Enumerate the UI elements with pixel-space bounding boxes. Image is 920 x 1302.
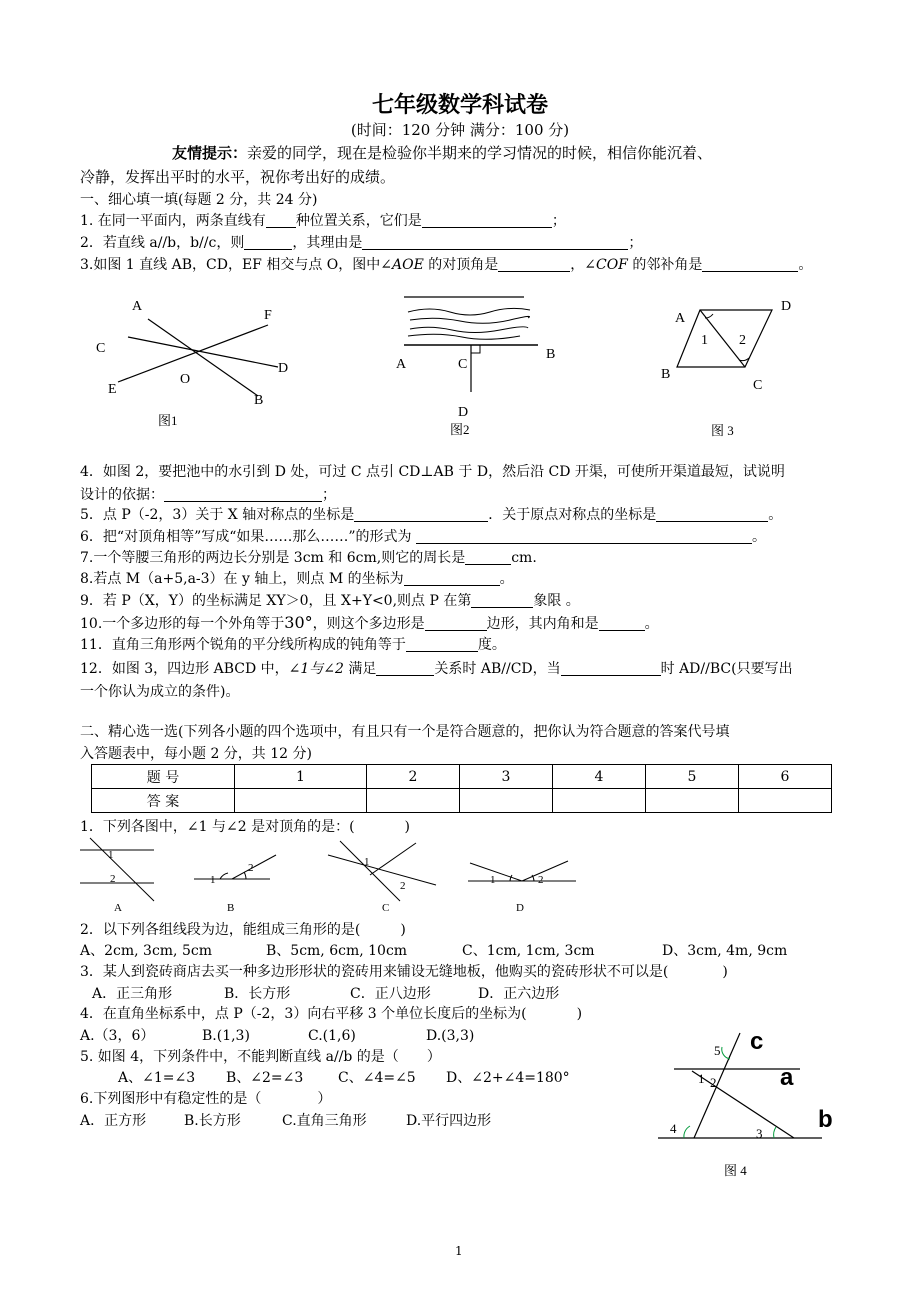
table-header: 答 案	[92, 789, 235, 813]
table-cell: 6	[739, 765, 832, 789]
table-header: 题 号	[92, 765, 235, 789]
answer-blank[interactable]	[425, 616, 487, 631]
answer-cell[interactable]	[553, 789, 646, 813]
svg-text:1: 1	[108, 849, 114, 861]
answer-blank[interactable]	[266, 213, 296, 228]
answer-blank[interactable]	[599, 616, 645, 631]
option-d-figure[interactable]	[468, 861, 576, 914]
option-b[interactable]: B.长方形	[184, 1113, 241, 1129]
q9-fill: 9．若 P（X，Y）的坐标满足 XY＞0，且 X+Y<0,则点 P 在第 象限 。	[80, 593, 580, 609]
figure-2	[390, 290, 570, 440]
table-cell: 1	[235, 765, 367, 789]
option-a-figure[interactable]	[80, 838, 154, 914]
svg-text:图 3: 图 3	[711, 423, 734, 438]
option-d[interactable]: D.(3,3)	[426, 1028, 475, 1044]
svg-text:O: O	[180, 372, 191, 387]
svg-text:B: B	[546, 347, 556, 362]
figure-1	[88, 292, 308, 432]
mc-q3-options	[92, 985, 559, 1003]
svg-text:1: 1	[364, 856, 370, 868]
mc-q4: 4．在直角坐标系中，点 P（-2，3）向右平移 3 个单位长度后的坐标为( )	[80, 1006, 583, 1022]
tip-text-1: 亲爱的同学，现在是检验你半期来的学习情况的时候，相信你能沉着、	[247, 144, 713, 162]
answer-blank[interactable]	[471, 593, 533, 608]
mc-q2: 2．以下列各组线段为边，能组成三角形的是( )	[80, 922, 406, 938]
q8-fill: 8.若点 M（a+5,a-3）在 y 轴上，则点 M 的坐标为 。	[80, 571, 514, 587]
answer-blank[interactable]	[498, 257, 570, 272]
answer-cell[interactable]	[460, 789, 553, 813]
q1-fill: 1. 在同一平面内，两条直线有 种位置关系，它们是 ；	[80, 213, 566, 229]
svg-text:2: 2	[400, 880, 406, 892]
answer-cell[interactable]	[235, 789, 367, 813]
option-d[interactable]: D．正六边形	[478, 986, 560, 1002]
q4-line2: 设计的依据： ；	[80, 487, 336, 503]
svg-text:D: D	[516, 902, 524, 914]
q6-fill: 6．把“对顶角相等”写成“如果……那么……”的形式为 。	[80, 529, 766, 545]
answer-blank[interactable]	[406, 637, 478, 652]
answer-blank[interactable]	[164, 487, 322, 502]
svg-text:B: B	[254, 393, 264, 408]
svg-text:4: 4	[670, 1121, 677, 1136]
svg-text:2: 2	[110, 873, 116, 885]
q12-line1: 12．如图 3，四边形 ABCD 中，∠1与∠2 满足 关系时 AB//CD，当 时 AD//BC(只要写出	[80, 661, 793, 677]
mc-q6: 6.下列图形中有稳定性的是（ ）	[80, 1091, 332, 1107]
svg-text:A: A	[396, 357, 407, 372]
option-b-figure[interactable]	[194, 855, 276, 914]
answer-blank[interactable]	[561, 661, 661, 676]
section1-heading: 一、细心填一填(每题 2 分，共 24 分)	[80, 192, 318, 208]
answer-blank[interactable]	[362, 235, 628, 250]
option-a[interactable]: A、∠1=∠3	[118, 1070, 196, 1086]
option-b[interactable]: B、∠2=∠3	[226, 1070, 304, 1086]
tip-line-1	[172, 144, 712, 162]
mc-q1: 1．下列各图中，∠1 与∠2 是对顶角的是：( )	[80, 819, 411, 835]
svg-text:D: D	[781, 299, 792, 314]
q4-line1: 4．如图 2，要把池中的水引到 D 处，可过 C 点引 CD⊥AB 于 D，然后沿 CD 开渠，可使所开渠道最短，试说明	[80, 464, 785, 480]
answer-blank[interactable]	[702, 257, 798, 272]
svg-text:C: C	[753, 378, 763, 393]
option-a[interactable]: A.（3，6）	[80, 1028, 155, 1044]
q5-fill: 5．点 P（-2，3）关于 X 轴对称点的坐标是 ．关于原点对称点的坐标是 。	[80, 507, 783, 523]
option-c[interactable]: C．正八边形	[350, 986, 431, 1002]
mc-q3: 3．某人到瓷砖商店去买一种多边形形状的瓷砖用来铺设无缝地板，他购买的瓷砖形状不可以是( )	[80, 964, 728, 980]
svg-text:1: 1	[698, 1071, 705, 1086]
table-cell: 3	[460, 765, 553, 789]
option-a[interactable]: A．正三角形	[92, 986, 173, 1002]
option-d[interactable]: D、∠2+∠4=180°	[446, 1070, 570, 1086]
svg-text:C: C	[96, 341, 106, 356]
svg-text:2: 2	[248, 862, 254, 874]
answer-cell[interactable]	[739, 789, 832, 813]
svg-text:1: 1	[701, 333, 708, 348]
svg-text:F: F	[264, 308, 272, 323]
svg-text:D: D	[278, 361, 289, 376]
q1-option-figures	[70, 835, 600, 915]
exam-info: (时间：120 分钟 满分：100 分)	[350, 121, 570, 139]
svg-text:a: a	[780, 1064, 794, 1091]
option-c[interactable]: C、∠4=∠5	[338, 1070, 416, 1086]
q7-fill: 7.一个等腰三角形的两边长分别是 3cm 和 6cm,则它的周长是 cm.	[80, 550, 537, 566]
page-number: 1	[455, 1244, 463, 1258]
table-row	[92, 789, 832, 813]
table-cell: 5	[646, 765, 739, 789]
svg-text:b: b	[818, 1106, 833, 1133]
mc-q4-options	[80, 1027, 474, 1045]
svg-text:图2: 图2	[450, 422, 470, 437]
answer-cell[interactable]	[367, 789, 460, 813]
q12-line2: 一个你认为成立的条件)。	[80, 684, 240, 700]
answer-table	[91, 764, 832, 813]
figure-3	[655, 292, 815, 442]
table-cell: 2	[367, 765, 460, 789]
svg-text:1: 1	[490, 874, 496, 886]
svg-text:D: D	[458, 405, 469, 420]
mc-q5-options	[118, 1069, 570, 1087]
svg-text:5: 5	[714, 1043, 721, 1058]
svg-text:A: A	[132, 299, 143, 314]
mc-q2-options	[80, 942, 787, 960]
svg-text:A: A	[114, 902, 122, 914]
option-d[interactable]: D.平行四边形	[406, 1113, 492, 1129]
svg-text:1: 1	[210, 874, 216, 886]
figure-4	[650, 1025, 850, 1185]
option-b[interactable]: B.(1,3)	[202, 1028, 250, 1044]
table-row	[92, 765, 832, 789]
option-b[interactable]: B、5cm, 6cm, 10cm	[266, 943, 408, 959]
svg-text:C: C	[382, 902, 390, 914]
q11-fill: 11．直角三角形两个锐角的平分线所构成的钝角等于 度。	[80, 637, 506, 653]
svg-text:2: 2	[538, 874, 544, 886]
answer-blank[interactable]	[244, 235, 292, 250]
svg-text:3: 3	[756, 1126, 763, 1141]
svg-text:图1: 图1	[158, 413, 178, 428]
svg-text:2: 2	[710, 1075, 717, 1090]
q2-fill: 2．若直线 a//b，b//c，则 ，其理由是 ；	[80, 235, 643, 251]
tip-line-2: 冷静，发挥出平时的水平，祝你考出好的成绩。	[80, 168, 396, 186]
answer-blank[interactable]	[416, 529, 752, 544]
option-c[interactable]: C、1cm, 1cm, 3cm	[462, 943, 595, 959]
option-c[interactable]: C.直角三角形	[282, 1113, 367, 1129]
q10-fill: 10.一个多边形的每一个外角等于30°，则这个多边形是 边形，其内角和是 。	[80, 613, 659, 632]
answer-blank[interactable]	[354, 507, 488, 522]
q3-fill: 3.如图 1 直线 AB，CD，EF 相交与点 O，图中∠AOE 的对顶角是 ，∠COF 的邻补角是 。	[80, 257, 813, 273]
svg-text:B: B	[227, 902, 235, 914]
page-title: 七年级数学科试卷	[371, 92, 548, 118]
answer-blank[interactable]	[404, 571, 500, 586]
svg-text:A: A	[675, 311, 686, 326]
svg-text:2: 2	[739, 333, 746, 348]
option-b[interactable]: B．长方形	[224, 986, 291, 1002]
section2-heading-2: 入答题表中，每小题 2 分，共 12 分)	[80, 746, 312, 762]
answer-cell[interactable]	[646, 789, 739, 813]
mc-q5: 5. 如图 4，下列条件中，不能判断直线 a//b 的是（ ）	[80, 1049, 441, 1065]
option-a[interactable]: A、2cm, 3cm, 5cm	[80, 943, 212, 959]
answer-blank[interactable]	[656, 507, 768, 522]
svg-text:c: c	[750, 1028, 764, 1055]
tip-label: 友情提示：	[172, 144, 248, 162]
svg-text:图 4: 图 4	[724, 1163, 747, 1178]
answer-blank[interactable]	[376, 661, 434, 676]
answer-blank[interactable]	[465, 550, 511, 565]
svg-text:B: B	[661, 367, 671, 382]
svg-text:E: E	[108, 382, 117, 397]
mc-q6-options	[80, 1112, 491, 1130]
option-c-figure[interactable]	[328, 841, 436, 914]
answer-blank[interactable]	[422, 213, 552, 228]
option-a[interactable]: A．正方形	[80, 1113, 147, 1129]
option-d[interactable]: D、3cm, 4m, 9cm	[662, 943, 788, 959]
svg-text:C: C	[458, 357, 468, 372]
table-cell: 4	[553, 765, 646, 789]
option-c[interactable]: C.(1,6)	[308, 1028, 356, 1044]
section2-heading-1: 二、精心选一选(下列各小题的四个选项中，有且只有一个是符合题意的，把你认为符合题意的答案代号填	[80, 724, 730, 740]
